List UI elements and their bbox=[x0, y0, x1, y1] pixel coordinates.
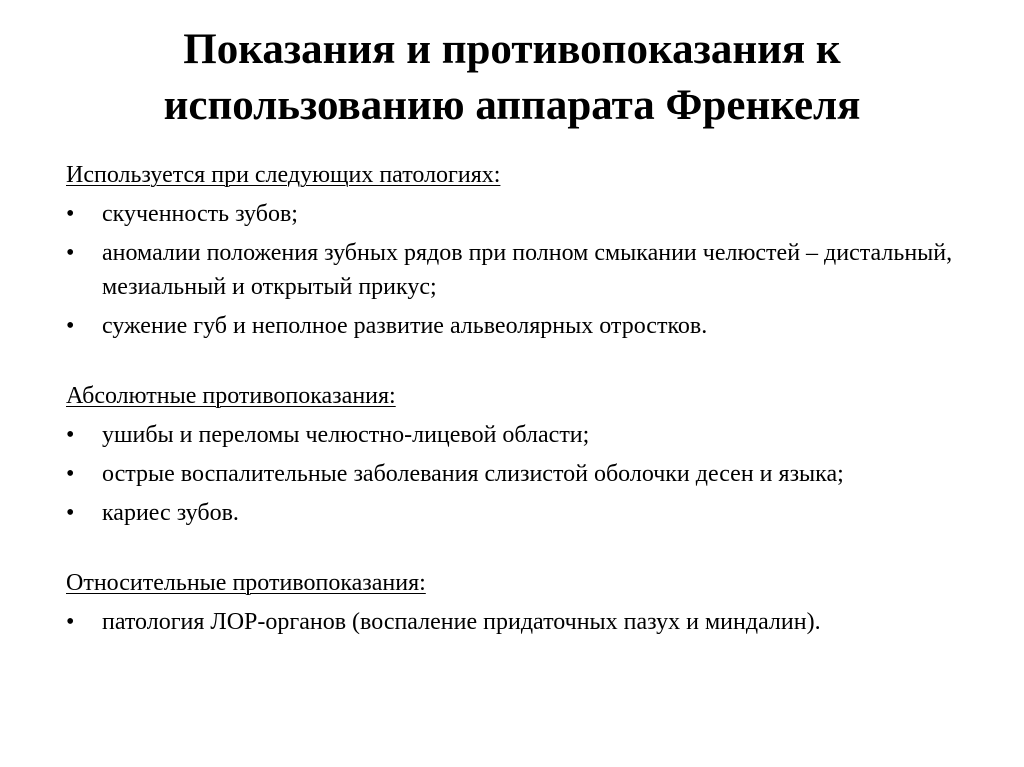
bullet-icon: • bbox=[66, 461, 75, 487]
bullet-icon: • bbox=[66, 500, 75, 526]
slide-title bbox=[60, 22, 964, 134]
list-item bbox=[66, 309, 966, 343]
list-item-text: ушибы и переломы челюстно-лицевой области; bbox=[102, 422, 590, 448]
section-heading: Используется при следующих патологиях: bbox=[66, 162, 501, 188]
list-item bbox=[66, 605, 966, 639]
list-item bbox=[66, 457, 966, 491]
section-indications bbox=[66, 158, 966, 343]
list-item bbox=[66, 236, 966, 304]
bullet-icon: • bbox=[66, 422, 75, 448]
slide-title-line-1: Показания и противопоказания к bbox=[183, 26, 841, 73]
bullet-icon: • bbox=[66, 240, 75, 266]
list-item-text: аномалии положения зубных рядов при полном смыкании челюстей – дистальный, мезиальный и открытый прикус; bbox=[102, 240, 953, 300]
list-item-text: патология ЛОР-органов (воспаление придаточных пазух и миндалин). bbox=[102, 609, 821, 635]
section-heading: Абсолютные противопоказания: bbox=[66, 383, 396, 409]
bullet-icon: • bbox=[66, 313, 75, 339]
list-item bbox=[66, 496, 966, 530]
slide-content bbox=[66, 158, 966, 644]
bullet-list bbox=[66, 605, 966, 639]
section-heading: Относительные противопоказания: bbox=[66, 570, 426, 596]
list-item bbox=[66, 418, 966, 452]
section-relative-contraindications bbox=[66, 566, 966, 639]
list-item-text: острые воспалительные заболевания слизистой оболочки десен и языка; bbox=[102, 461, 844, 487]
bullet-icon: • bbox=[66, 609, 75, 635]
bullet-icon: • bbox=[66, 201, 75, 227]
slide-title-line-2: использованию аппарата Френкеля bbox=[163, 82, 861, 129]
list-item bbox=[66, 197, 966, 231]
list-item-text: сужение губ и неполное развитие альвеолярных отростков. bbox=[102, 313, 708, 339]
bullet-list bbox=[66, 197, 966, 343]
list-item-text: кариес зубов. bbox=[102, 500, 239, 526]
bullet-list bbox=[66, 418, 966, 530]
list-item-text: скученность зубов; bbox=[102, 201, 298, 227]
section-absolute-contraindications bbox=[66, 379, 966, 530]
